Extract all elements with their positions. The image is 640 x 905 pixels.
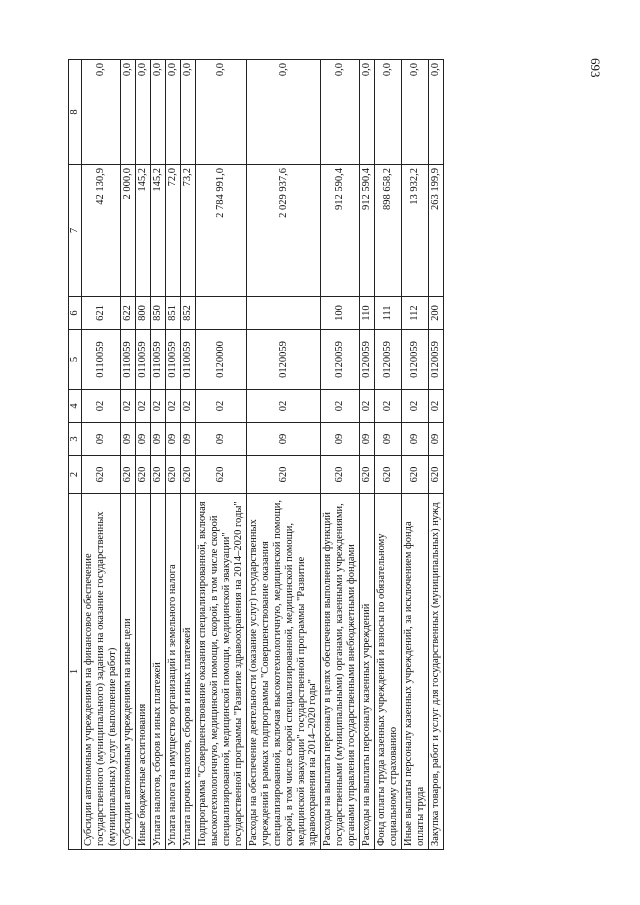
cell-target-article: 0110059: [180, 330, 195, 390]
cell-target-article: 0120059: [321, 330, 360, 390]
cell-section: 09: [195, 423, 246, 456]
table-row: [375, 60, 402, 850]
cell-section: 09: [360, 423, 375, 456]
cell-target-article: 0120059: [375, 330, 402, 390]
cell-subsection: 02: [375, 390, 402, 423]
cell-subsection: 02: [246, 390, 321, 423]
cell-expense-type: 621: [82, 297, 121, 330]
cell-expense-type: 200: [429, 297, 444, 330]
cell-subsection: 02: [135, 390, 150, 423]
table-row: [402, 60, 429, 850]
cell-name: Расходы на выплаты персоналу в целях обеспечения выполнения функций государственными (муниципальными) органами, казенными учреждениями, органами управления государственными внебюджетными фондами: [321, 494, 360, 850]
cell-target-article: 0120059: [360, 330, 375, 390]
table-row: [429, 60, 444, 850]
table-row: [135, 60, 150, 850]
cell-amount-2: 0,0: [402, 60, 429, 165]
cell-amount: 42 130,9: [82, 165, 121, 297]
cell-target-article: 0120000: [195, 330, 246, 390]
cell-name: Субсидии автономным учреждениям на иные цели: [120, 494, 135, 850]
cell-target-article: 0110059: [120, 330, 135, 390]
cell-expense-type: 112: [402, 297, 429, 330]
cell-amount: 263 199,9: [429, 165, 444, 297]
cell-subsection: 02: [180, 390, 195, 423]
cell-name: Расходы на выплаты персоналу казенных учреждений: [360, 494, 375, 850]
cell-expense-type: 622: [120, 297, 135, 330]
table-row: [120, 60, 135, 850]
cell-amount: 2 000,0: [120, 165, 135, 297]
cell-admin-code: 620: [246, 456, 321, 494]
table-row: [246, 60, 321, 850]
table-row: [360, 60, 375, 850]
cell-amount-2: 0,0: [321, 60, 360, 165]
cell-amount: 13 932,2: [402, 165, 429, 297]
table-row: [150, 60, 165, 850]
cell-subsection: 02: [321, 390, 360, 423]
table-row: [165, 60, 180, 850]
header-cell: 8: [69, 60, 82, 165]
cell-amount-2: 0,0: [135, 60, 150, 165]
cell-subsection: 02: [195, 390, 246, 423]
page-number: 693: [588, 58, 603, 78]
cell-expense-type: 111: [375, 297, 402, 330]
cell-name: Уплата прочих налогов, сборов и иных платежей: [180, 494, 195, 850]
cell-amount-2: 0,0: [195, 60, 246, 165]
cell-amount: 912 590,4: [360, 165, 375, 297]
cell-admin-code: 620: [195, 456, 246, 494]
header-cell: 3: [69, 423, 82, 456]
cell-name: Подпрограмма "Совершенствование оказания специализированной, включая высокотехнологичную, медицинской помощи, скорой, в том числе скорой специализированной, медицинской помощи, медицинской эвакуации" государственной программы "Развитие здравоохранения на 2014–2020 годы": [195, 494, 246, 850]
cell-admin-code: 620: [165, 456, 180, 494]
header-cell: 2: [69, 456, 82, 494]
cell-admin-code: 620: [375, 456, 402, 494]
cell-target-article: 0110059: [82, 330, 121, 390]
cell-name: Уплата налога на имущество организаций и земельного налога: [165, 494, 180, 850]
cell-subsection: 02: [82, 390, 121, 423]
table-row: [321, 60, 360, 850]
cell-amount-2: 0,0: [246, 60, 321, 165]
cell-admin-code: 620: [82, 456, 121, 494]
cell-section: 09: [321, 423, 360, 456]
cell-subsection: 02: [165, 390, 180, 423]
cell-section: 09: [135, 423, 150, 456]
cell-expense-type: [246, 297, 321, 330]
cell-target-article: 0110059: [150, 330, 165, 390]
cell-admin-code: 620: [429, 456, 444, 494]
cell-name: Закупка товаров, работ и услуг для государственных (муниципальных) нужд: [429, 494, 444, 850]
cell-expense-type: 850: [150, 297, 165, 330]
cell-section: 09: [150, 423, 165, 456]
cell-admin-code: 620: [135, 456, 150, 494]
cell-name: Иные выплаты персоналу казенных учреждений, за исключением фонда оплаты труда: [402, 494, 429, 850]
cell-section: 09: [375, 423, 402, 456]
cell-amount: 2 784 991,0: [195, 165, 246, 297]
cell-admin-code: 620: [402, 456, 429, 494]
cell-amount: 912 590,4: [321, 165, 360, 297]
cell-subsection: 02: [120, 390, 135, 423]
cell-section: 09: [180, 423, 195, 456]
cell-amount-2: 0,0: [180, 60, 195, 165]
table-row: [195, 60, 246, 850]
cell-subsection: 02: [360, 390, 375, 423]
cell-amount: 72,0: [165, 165, 180, 297]
cell-expense-type: 100: [321, 297, 360, 330]
cell-amount: 73,2: [180, 165, 195, 297]
cell-subsection: 02: [150, 390, 165, 423]
budget-table-area: [68, 60, 590, 850]
cell-name: Расходы на обеспечение деятельности (оказание услуг) государственных учреждений в рамках подпрограммы "Совершенствование оказания специализированной, включая высокотехнологичную, медицинской помощи, скорой, в том числе скорой специализированной, медицинской помощи, медицинской эвакуации" государственной программы "Развитие здравоохранения на 2014–2020 годы": [246, 494, 321, 850]
cell-target-article: 0120059: [246, 330, 321, 390]
cell-expense-type: 110: [360, 297, 375, 330]
cell-amount: 898 658,2: [375, 165, 402, 297]
cell-target-article: 0110059: [165, 330, 180, 390]
cell-amount-2: 0,0: [165, 60, 180, 165]
cell-section: 09: [165, 423, 180, 456]
cell-amount: 2 029 937,6: [246, 165, 321, 297]
cell-amount: 145,2: [150, 165, 165, 297]
cell-amount-2: 0,0: [150, 60, 165, 165]
cell-target-article: 0120059: [402, 330, 429, 390]
cell-target-article: 0120059: [429, 330, 444, 390]
table-row: [180, 60, 195, 850]
cell-section: 09: [82, 423, 121, 456]
cell-admin-code: 620: [321, 456, 360, 494]
header-cell: 1: [69, 494, 82, 850]
cell-subsection: 02: [402, 390, 429, 423]
cell-amount: 145,2: [135, 165, 150, 297]
cell-admin-code: 620: [120, 456, 135, 494]
header-cell: 7: [69, 165, 82, 297]
header-cell: 6: [69, 297, 82, 330]
cell-amount-2: 0,0: [120, 60, 135, 165]
cell-name: Иные бюджетные ассигнования: [135, 494, 150, 850]
cell-name: Уплата налогов, сборов и иных платежей: [150, 494, 165, 850]
cell-section: 09: [120, 423, 135, 456]
header-cell: 4: [69, 390, 82, 423]
rotated-page-content: [68, 60, 590, 850]
budget-table: [68, 59, 444, 850]
cell-expense-type: 852: [180, 297, 195, 330]
cell-target-article: 0110059: [135, 330, 150, 390]
cell-subsection: 02: [429, 390, 444, 423]
cell-admin-code: 620: [360, 456, 375, 494]
cell-admin-code: 620: [150, 456, 165, 494]
cell-amount-2: 0,0: [429, 60, 444, 165]
cell-expense-type: 800: [135, 297, 150, 330]
cell-section: 09: [429, 423, 444, 456]
cell-admin-code: 620: [180, 456, 195, 494]
cell-expense-type: [195, 297, 246, 330]
cell-amount-2: 0,0: [360, 60, 375, 165]
cell-name: Фонд оплаты труда казенных учреждений и взносы по обязательному социальному страхованию: [375, 494, 402, 850]
cell-section: 09: [402, 423, 429, 456]
header-row: [69, 60, 82, 850]
cell-amount-2: 0,0: [82, 60, 121, 165]
cell-name: Субсидии автономным учреждениям на финансовое обеспечение государственного (муниципального) задания на оказание государственных (муниципальных) услуг (выполнение работ): [82, 494, 121, 850]
cell-expense-type: 851: [165, 297, 180, 330]
cell-section: 09: [246, 423, 321, 456]
cell-amount-2: 0,0: [375, 60, 402, 165]
header-cell: 5: [69, 330, 82, 390]
table-row: [82, 60, 121, 850]
